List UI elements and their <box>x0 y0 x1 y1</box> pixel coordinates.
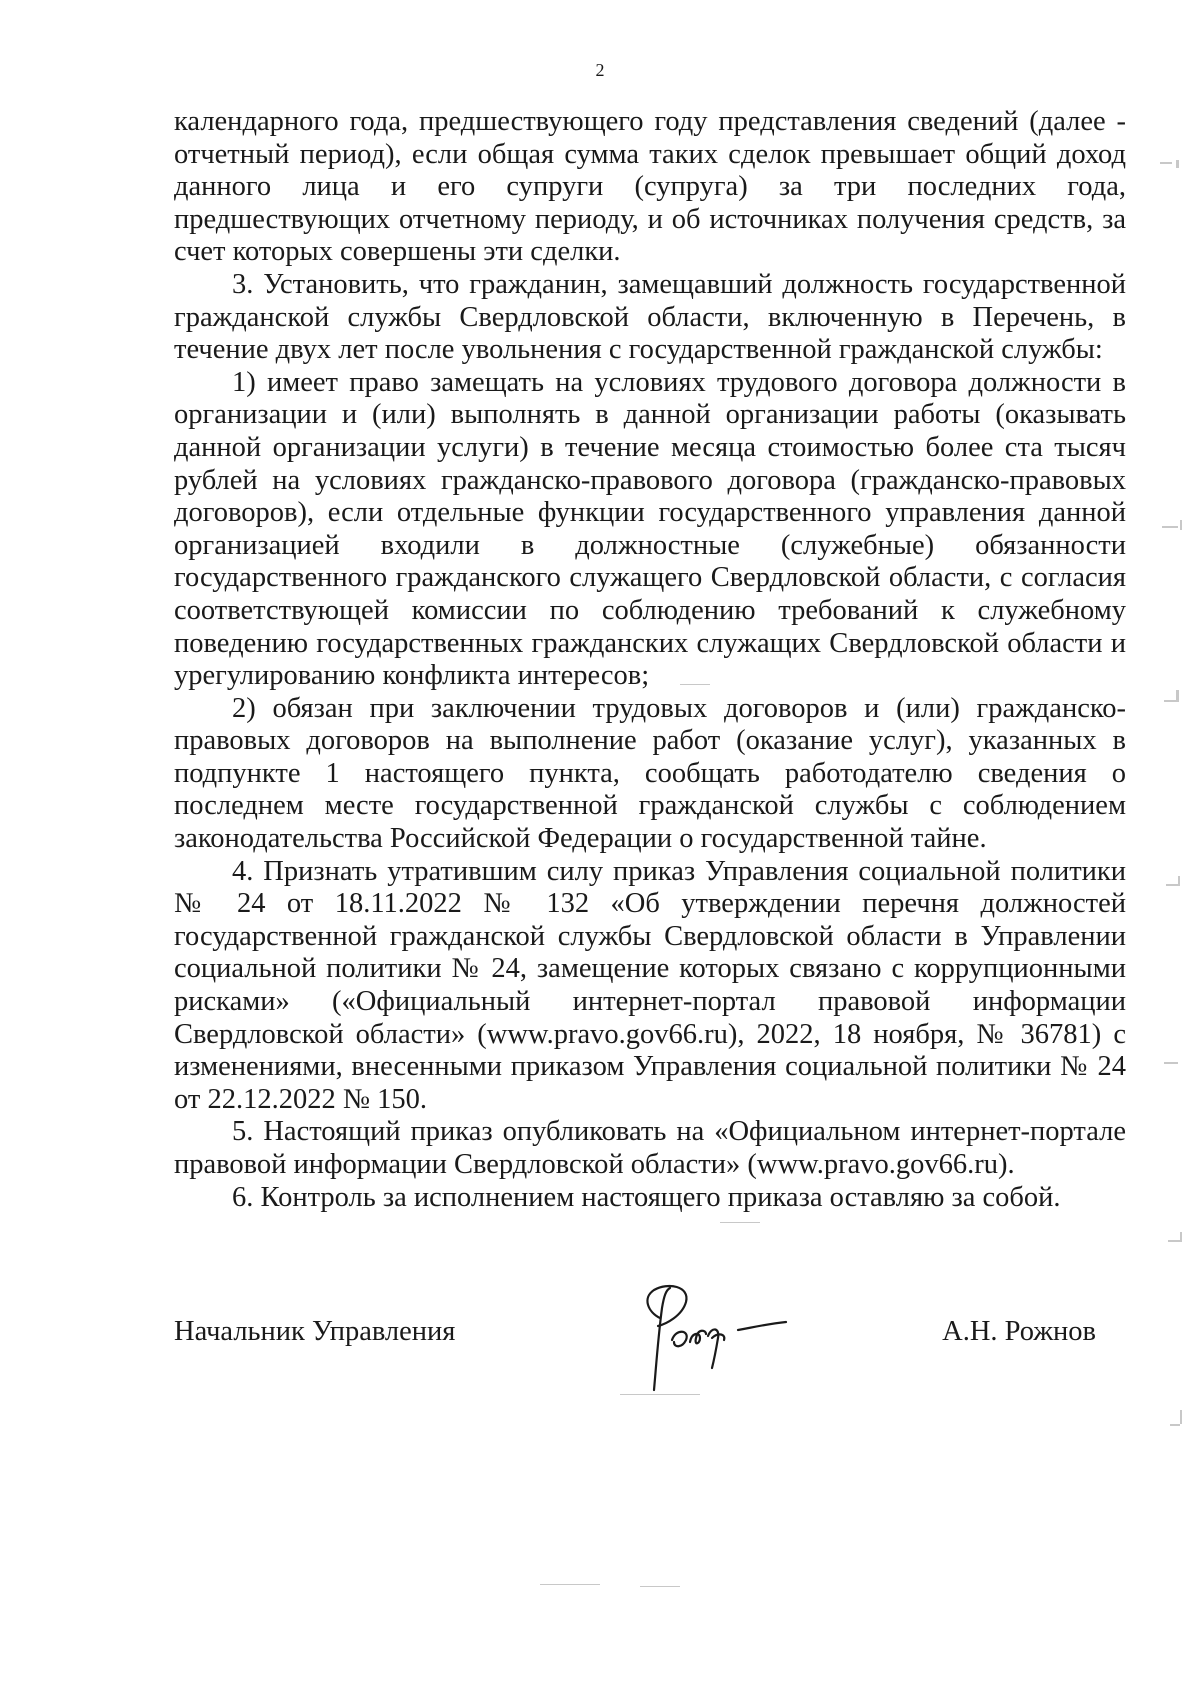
signatory-position: Начальник Управления <box>174 1316 456 1347</box>
handwritten-signature <box>620 1278 790 1398</box>
paragraph-item-4: 4. Признать утратившим силу приказ Управления социальной политики № 24 от 18.11.2022 № 132 «Об утверждении перечня должностей государственной гражданской службы Свердловской области в Управлении социальной политики № 24, замещение которых связано с коррупционными рисками» («Официальный интернет-портал правовой информации Свердловской области» (www.pravo.gov66.ru), 2022, 18 ноября, № 36781) с изменениями, внесенными приказом Управления социальной политики № 24 от 22.12.2022 № 150. <box>174 855 1126 1115</box>
paragraph-item-5: 5. Настоящий приказ опубликовать на «Официальном интернет-портале правовой информации Свердловской области» (www.pravo.gov66.ru). <box>174 1116 1126 1180</box>
paragraph-item-3: 3. Установить, что гражданин, замещавший должность государственной гражданской службы Свердловской области, включенную в Перечень, в течение двух лет после увольнения с государственной гражданской службы: <box>174 268 1126 366</box>
document-body <box>174 106 1126 1214</box>
signatory-name: А.Н. Рожнов <box>942 1316 1096 1347</box>
paragraph-item-6: 6. Контроль за исполнением настоящего приказа оставляю за собой. <box>232 1181 1061 1213</box>
page-number: 2 <box>595 60 605 80</box>
paragraph-subitem-2: 2) обязан при заключении трудовых договоров и (или) гражданско-правовых договоров на выполнение работ (оказание услуг), указанных в подпункте 1 настоящего пункта, сообщать работодателю сведения о последнем месте государственной гражданской службы с соблюдением законодательства Российской Федерации о государственной тайне. <box>174 692 1126 855</box>
paragraph-continuation: календарного года, предшествующего году представления сведений (далее - отчетный период), если общая сумма таких сделок превышает общий доход данного лица и его супруги (супруга) за три последних года, предшествующих отчетному периоду, и об источниках получения средств, за счет которых совершены эти сделки. <box>174 106 1126 268</box>
signature-block <box>174 1298 1126 1388</box>
paragraph-subitem-1: 1) имеет право замещать на условиях трудового договора должности в организации и (или) выполнять в данной организации работы (оказывать данной организации услуги) в течение месяца стоимостью более ста тысяч рублей на условиях гражданско-правового договора (гражданско-правовых договоров), если отдельные функции государственного управления данной организацией входили в должностные (служебные) обязанности государственного гражданского служащего Свердловской области, с согласия соответствующей комиссии по соблюдению требований к служебному поведению государственных гражданских служащих Свердловской области и урегулированию конфликта интересов; <box>174 366 1126 692</box>
